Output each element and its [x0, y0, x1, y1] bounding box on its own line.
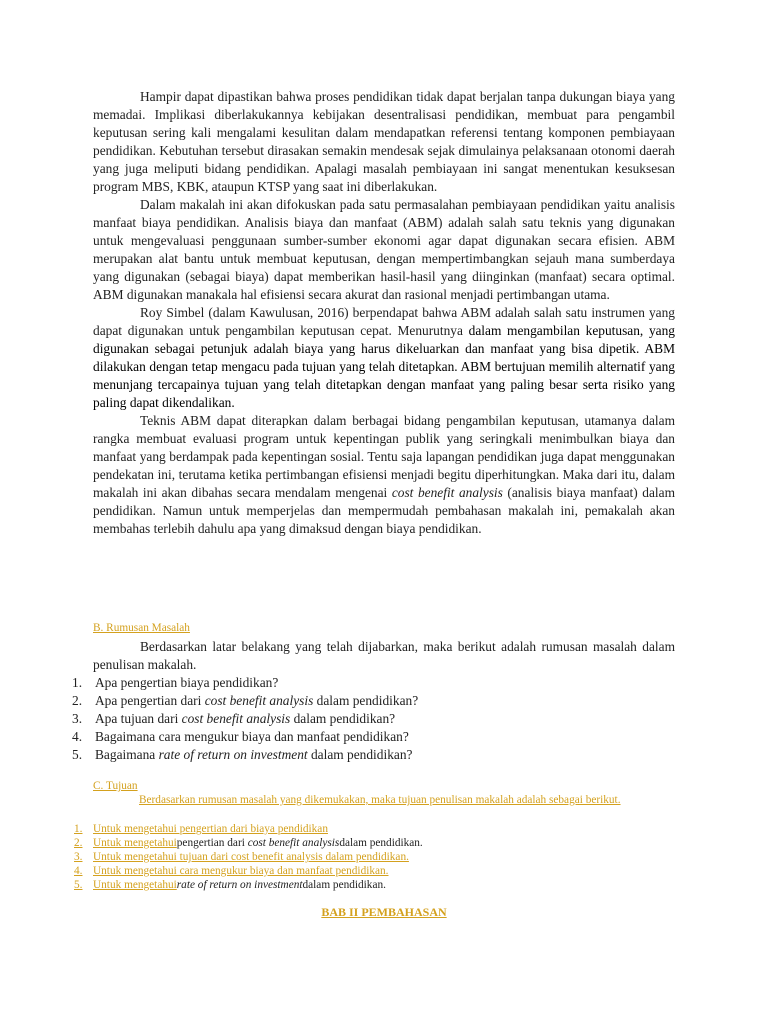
- paragraph-4-tail: (analisis biaya manfaat) dalam pendidikan. Namun untuk memperjelas dan mempermudah pembahasan makalah ini, pemakalah akan membahas terlebih dahulu apa yang dimaksud dengan biaya pendidikan.: [93, 485, 675, 536]
- list-item: [74, 864, 423, 878]
- list-number: 4.: [74, 865, 83, 877]
- goal-tail: dalam pendidikan.: [339, 837, 423, 849]
- goal-italic: cost benefit analysis: [247, 837, 340, 849]
- list-item: [74, 850, 423, 864]
- list-number: 2.: [72, 693, 83, 708]
- body-text: [93, 88, 675, 538]
- section-b-heading[interactable]: B. Rumusan Masalah: [93, 622, 190, 634]
- question-list: [72, 674, 418, 764]
- section-c-heading[interactable]: C. Tujuan: [93, 780, 138, 792]
- list-text: [95, 746, 412, 764]
- goal-link[interactable]: Untuk mengetahui tujuan dari cost benefit analysis dalam pendidikan.: [93, 851, 409, 863]
- paragraph-3-lead: Roy Simbel (dalam Kawulusan, 2016) berpendapat bahwa ABM adalah salah satu instrumen yang dapat digunakan untuk pengambilan keputusan cepat. Menurutnya: [93, 305, 675, 338]
- list-text: Apa pengertian biaya pendidikan?: [95, 675, 279, 690]
- list-text-post: dalam pendidikan?: [290, 711, 396, 726]
- section-c-intro[interactable]: Berdasarkan rumusan masalah yang dikemukakan, maka tujuan penulisan makalah adalah sebagai berikut.: [139, 794, 621, 806]
- list-item: [74, 836, 423, 850]
- list-item: [72, 674, 418, 692]
- list-text-pre: Apa pengertian dari: [95, 693, 205, 708]
- list-number: 3.: [72, 711, 83, 726]
- goal-link[interactable]: Untuk mengetahui pengertian dari biaya pendidikan: [93, 823, 328, 835]
- paragraph-2: Dalam makalah ini akan difokuskan pada satu permasalahan pembiayaan pendidikan yaitu analisis manfaat biaya pendidikan. Analisis biaya dan manfaat (ABM) adalah salah satu teknis yang digunakan untuk mengevaluasi penggunaan sumber-sumber ekonomi agar dapat digunakan secara efisien. ABM merupakan alat bantu untuk membuat keputusan, dengan mempertimbangkan sejauh mana sumberdaya yang digunakan (sebagai biaya) dapat memberikan hasil-hasil yang diinginkan (manfaat) secara optimal. ABM digunakan manakala hal efisiensi secara akurat dan rasional menjadi pertimbangan utama.: [93, 197, 675, 302]
- goal-list: [74, 822, 423, 892]
- list-item: [72, 692, 418, 710]
- chapter-heading[interactable]: BAB II PEMBAHASAN: [321, 905, 447, 919]
- list-number: 1.: [72, 675, 83, 690]
- goal-tail: dalam pendidikan.: [302, 879, 386, 891]
- paragraph-3-highlight: dalam mengambilan keputusan, yang digunakan sebagai petunjuk adalah biaya yang harus dikeluarkan dan manfaat yang bisa dipetik. ABM dilakukan dengan tetap mengacu pada tujuan yang telah ditetapkan. ABM bertujuan memilih alternatif yang menunjang tercapainya tujuan yang telah ditetapkan dengan manfaat yang paling besar serta risiko yang paling dapat dikendalikan.: [93, 323, 675, 410]
- list-item: [72, 710, 418, 728]
- list-text-pre: Bagaimana: [95, 747, 159, 762]
- list-number: 5.: [74, 879, 83, 891]
- list-number: 4.: [72, 729, 83, 744]
- list-text-pre: Apa tujuan dari: [95, 711, 182, 726]
- list-text-post: dalam pendidikan?: [307, 747, 413, 762]
- list-number: 2.: [74, 837, 83, 849]
- goal-text: pengertian dari: [176, 837, 245, 849]
- list-text: Bagaimana cara mengukur biaya dan manfaat pendidikan?: [95, 729, 409, 744]
- list-item: [74, 822, 423, 836]
- paragraph-4-lead: Teknis ABM dapat diterapkan dalam berbagai bidang pengambilan keputusan, utamanya dalam rangka membuat evaluasi program untuk kepentingan publik yang seringkali menimbulkan biaya dan manfaat yang berdampak pada kepentingan sosial. Tentu saja lapangan pendidikan juga dapat menggunakan pendekatan ini, terutama ketika pertimbangan efisiensi menjadi begitu diperhitungkan. Maka dari itu, dalam makalah ini akan dibahas secara mendalam mengenai: [93, 413, 675, 500]
- goal-italic: rate of return on investment: [176, 879, 303, 891]
- paragraph-3: [93, 304, 675, 412]
- goal-link[interactable]: Untuk mengetahui: [93, 879, 177, 891]
- list-text-italic: cost benefit analysis: [181, 711, 291, 726]
- section-b-intro: Berdasarkan latar belakang yang telah dijabarkan, maka berikut adalah rumusan masalah dalam penulisan makalah.: [93, 639, 675, 672]
- paragraph-1: Hampir dapat dipastikan bahwa proses pendidikan tidak dapat berjalan tanpa dukungan biaya yang memadai. Implikasi diberlakukannya kebijakan desentralisasi pendidikan, membuat para pengambil keputusan sering kali mengalami kesulitan dalam mendapatkan referensi tentang komponen pembiayaan pendidikan. Kebutuhan tersebut dirasakan semakin mendesak sejak dimulainya pelaksanaan otonomi daerah yang juga meliputi bidang pendidikan. Apalagi masalah pembiayaan ini sangat menentukan kesuksesan program MBS, KBK, ataupun KTSP yang saat ini diberlakukan.: [93, 89, 675, 194]
- list-item: [72, 728, 418, 746]
- list-number: 5.: [72, 747, 83, 762]
- goal-link[interactable]: Untuk mengetahui cara mengukur biaya dan manfaat pendidikan.: [93, 865, 389, 877]
- goal-link[interactable]: Untuk mengetahui: [93, 837, 177, 849]
- paragraph-4-italic: cost benefit analysis: [391, 485, 503, 500]
- list-number: 3.: [74, 851, 83, 863]
- list-text: [95, 710, 395, 728]
- list-text-post: dalam pendidikan?: [313, 693, 419, 708]
- list-text-italic: rate of return on investment: [158, 747, 308, 762]
- list-item: [72, 746, 418, 764]
- paragraph-4: [93, 412, 675, 538]
- list-text: [95, 692, 418, 710]
- list-number: 1.: [74, 823, 83, 835]
- list-item: [74, 878, 423, 892]
- list-text-italic: cost benefit analysis: [204, 693, 314, 708]
